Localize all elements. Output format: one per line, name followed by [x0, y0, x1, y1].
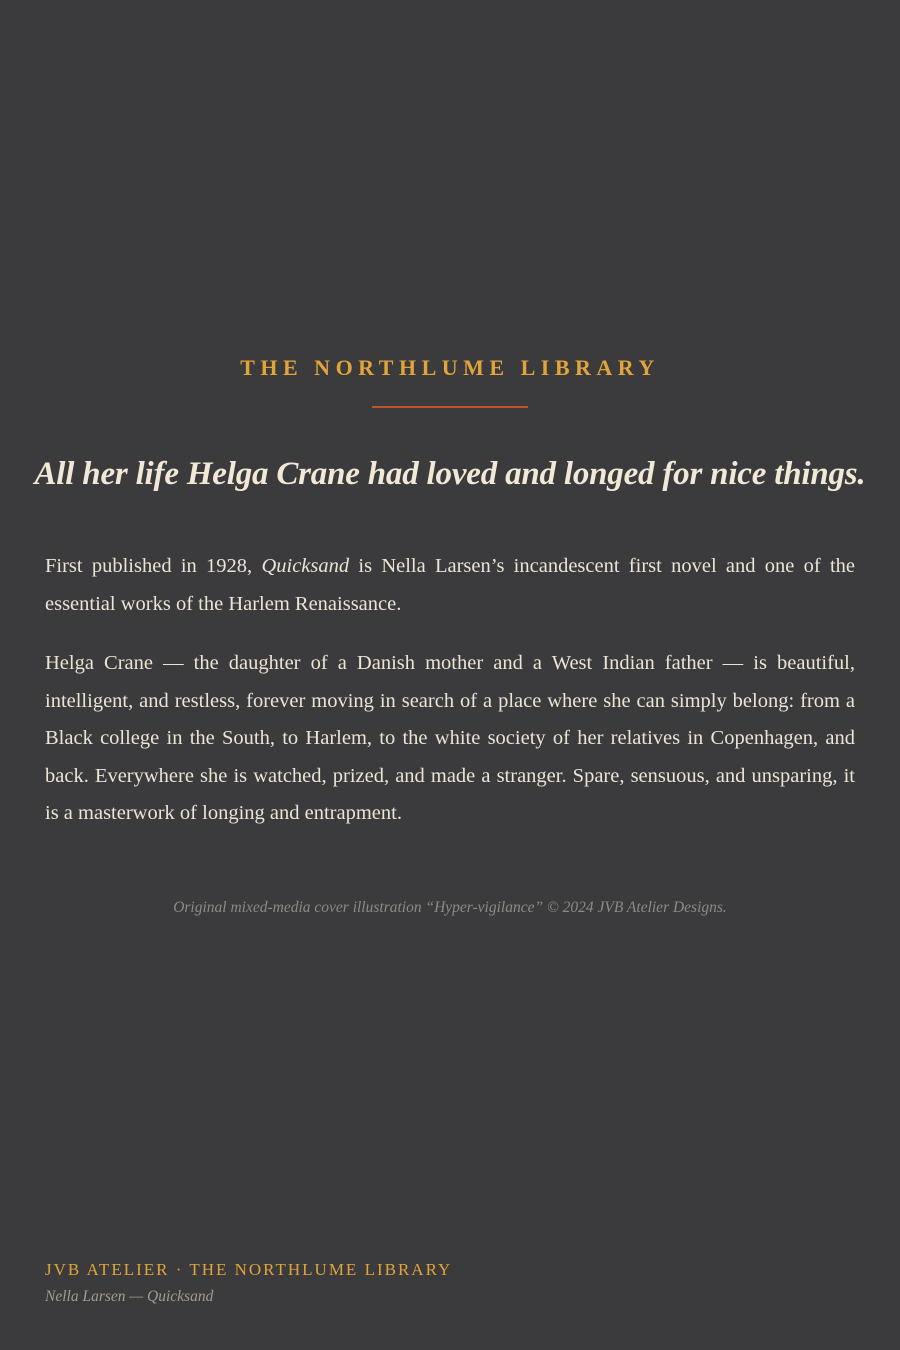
paragraph-1-rest: is Nella Larsen’s incandescent first novel and one of the essential works of the Harlem Renaissance. [45, 555, 855, 615]
title-divider [372, 406, 528, 408]
description-paragraph-1 [45, 548, 855, 623]
tagline: All her life Helga Crane had loved and longed for nice things. [34, 456, 866, 492]
footer-book-line: Nella Larsen — Quicksand [45, 1288, 214, 1305]
book-title-italic: Quicksand [261, 555, 350, 577]
series-title: THE NORTHLUME LIBRARY [240, 355, 660, 380]
paragraph-1-lead: First published in 1928, [45, 555, 262, 577]
illustration-credit: Original mixed-media cover illustration “Hyper-vigilance” © 2024 JVB Atelier Designs. [173, 899, 727, 916]
footer-series-line: JVB ATELIER · THE NORTHLUME LIBRARY [45, 1260, 453, 1279]
description-paragraph-2: Helga Crane — the daughter of a Danish mother and a West Indian father — is beautiful, intelligent, and restless, forever moving in search of a place where she can simply belong: from a Black college in the South, to Harlem, to the white society of her relatives in Copenhagen, and back. Everywhere she is watched, prized, and made a stranger. Spare, sensuous, and unsparing, it is a masterwork of longing and entrapment. [45, 652, 855, 825]
